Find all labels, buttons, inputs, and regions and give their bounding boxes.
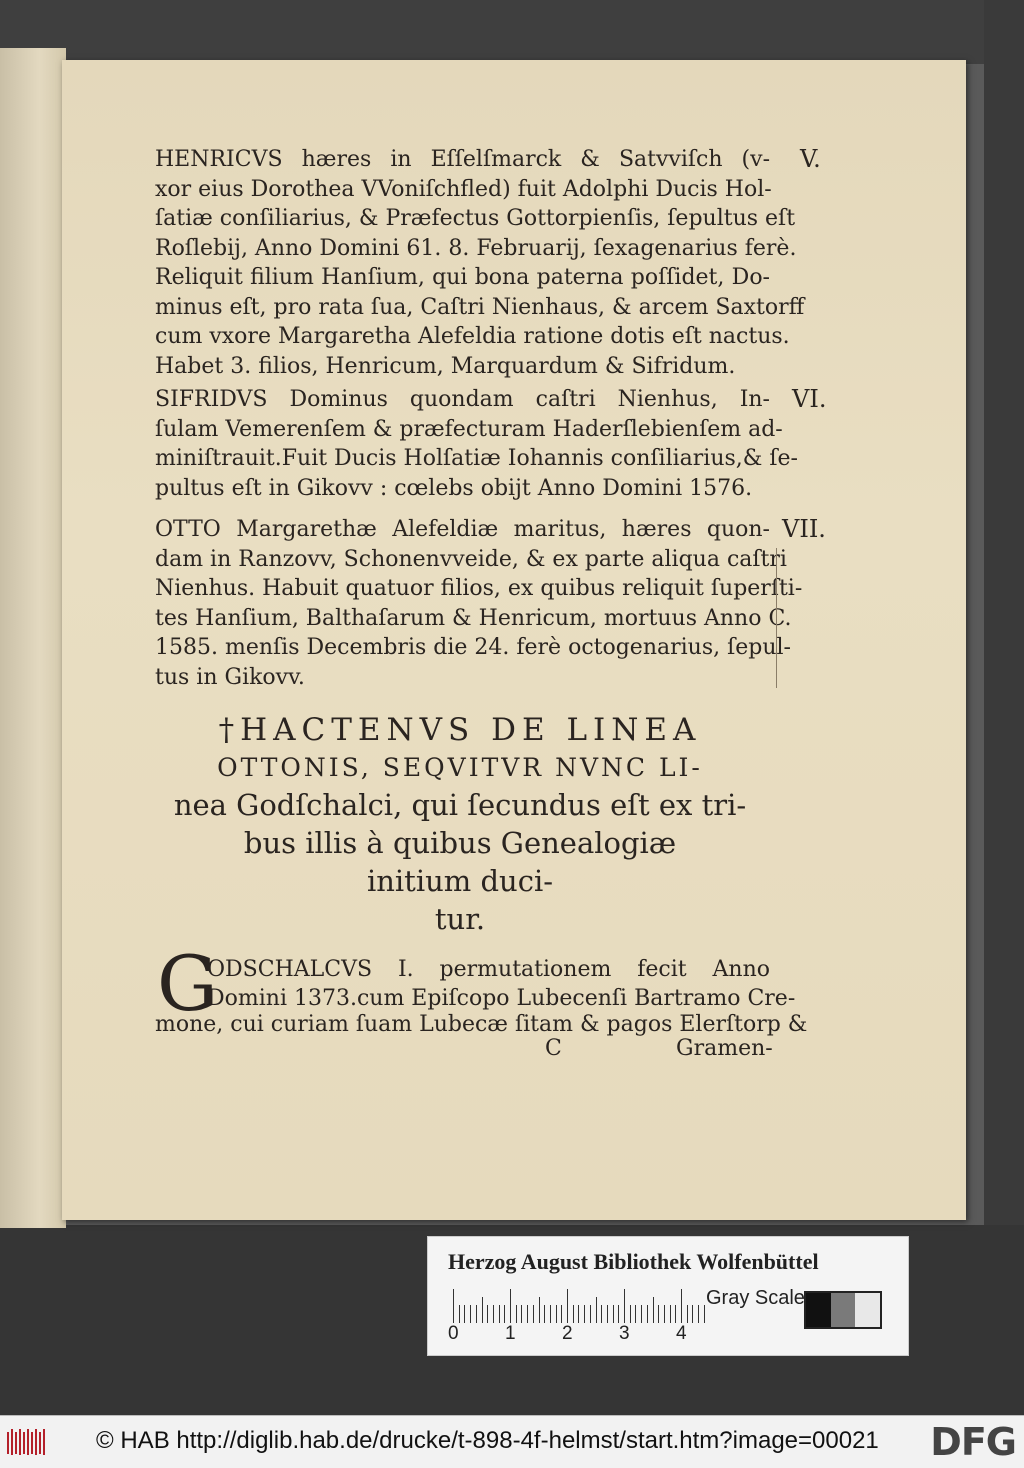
text-line: 1585. menſis Decembris die 24. ferè octogenarius, ſepul- — [155, 635, 791, 660]
drop-cap: G — [157, 939, 218, 1028]
ruler-tick — [539, 1297, 540, 1323]
ruler-tick — [675, 1305, 676, 1323]
paragraph-otto — [155, 515, 803, 692]
heading-line: initium duci- — [366, 864, 554, 898]
text-line: dam in Ranzovv, Schonenvveide, & ex parte aliqua caſtri — [155, 546, 787, 572]
ruler-tick — [704, 1305, 705, 1323]
text-line: SIFRIDVS Dominus quondam caſtri Nienhus, In- — [155, 387, 770, 412]
ruler-tick — [607, 1305, 608, 1323]
text-line: Roſlebij, Anno Domini 61. 8. Februarij, ſexagenarius ferè. — [155, 235, 797, 261]
ruler-tick — [453, 1289, 454, 1323]
text-line: ſatiæ conſiliarius, & Præfectus Gottorpienſis, ſepultus eſt — [155, 206, 796, 231]
ruler-tick — [533, 1305, 534, 1323]
ruler-tick — [630, 1305, 631, 1323]
text-line: HENRICVS hæres in Eſſelſmarck & Satvviſch (v- — [155, 147, 770, 172]
text-line: Habet 3. filios, Henricum, Marquardum & Sifridum. — [155, 353, 736, 379]
ruler-tick — [516, 1305, 517, 1323]
ruler-tick — [692, 1305, 693, 1323]
ruler-tick — [527, 1305, 528, 1323]
ruler-number: 4 — [676, 1323, 687, 1344]
catchword: Gramen- — [676, 1036, 773, 1061]
scan-background-right — [984, 0, 1024, 1240]
ruler-tick — [664, 1305, 665, 1323]
signature-mark: C — [545, 1036, 562, 1061]
margin-number: V. — [800, 145, 821, 173]
hab-logo-icon — [6, 1426, 50, 1458]
ruler-tick — [561, 1305, 562, 1323]
text-line: ODSCHALCVS I. permutationem fecit Anno — [207, 957, 770, 982]
ruler-tick — [464, 1305, 465, 1323]
footer-bar — [0, 1415, 1024, 1468]
ruler-tick — [653, 1297, 654, 1323]
gray-swatch-cell — [831, 1293, 856, 1327]
ruler-tick — [596, 1297, 597, 1323]
ruler-tick — [459, 1305, 460, 1323]
ruler-tick — [482, 1297, 483, 1323]
ruler-tick — [613, 1305, 614, 1323]
previous-page-edge — [0, 48, 66, 1228]
text-line: xor eius Dorothea VVoniſchfled) fuit Adolphi Ducis Hol- — [155, 176, 772, 202]
text-line: ſulam Vemerenſem & præfecturam Haderſlebienſem ad- — [155, 416, 783, 442]
heading-line: tur. — [434, 902, 486, 936]
ruler-tick — [698, 1305, 699, 1323]
text-line: mone, cui curiam ſuam Lubecæ ſitam & pagos Elerſtorp & — [155, 1012, 808, 1037]
ruler-tick — [510, 1289, 511, 1323]
library-color-label — [427, 1236, 909, 1356]
ruler-tick — [658, 1305, 659, 1323]
section-heading — [140, 710, 780, 938]
ruler-tick — [584, 1305, 585, 1323]
ruler-tick — [476, 1305, 477, 1323]
scale-ruler — [453, 1287, 703, 1323]
ruler-tick — [550, 1305, 551, 1323]
ruler-tick — [578, 1305, 579, 1323]
paragraph-henricus — [155, 145, 805, 381]
margin-bracket — [776, 548, 795, 688]
text-line: pultus eſt in Gikovv : cœlebs obijt Anno Domini 1576. — [155, 475, 753, 501]
ruler-tick — [499, 1305, 500, 1323]
ruler-tick — [647, 1305, 648, 1323]
gray-swatch-cell — [855, 1293, 880, 1327]
text-line: miniſtrauit.Fuit Ducis Holſatiæ Iohannis conſiliarius,& ſe- — [155, 446, 798, 471]
ruler-tick — [573, 1305, 574, 1323]
heading-line: OTTONIS, SEQVITVR NVNC LI- — [217, 753, 703, 782]
heading-line: bus illis à quibus Genealogiæ — [243, 826, 677, 860]
heading-line: †HACTENVS DE LINEA — [218, 712, 702, 748]
library-name: Herzog August Bibliothek Wolfenbüttel — [448, 1249, 819, 1274]
text-line: OTTO Margarethæ Alefeldiæ maritus, hæres quon- — [155, 517, 770, 542]
ruler-number: 2 — [562, 1323, 573, 1344]
paragraph-godschalcus — [207, 955, 770, 985]
ruler-tick — [624, 1289, 625, 1323]
heading-line: nea Godſchalci, qui ſecundus eſt ex tri- — [173, 788, 747, 822]
ruler-tick — [601, 1305, 602, 1323]
ruler-tick — [544, 1305, 545, 1323]
ruler-tick — [590, 1305, 591, 1323]
ruler-tick — [641, 1305, 642, 1323]
text-line: tes Hanſium, Balthaſarum & Henricum, mortuus Anno C. — [155, 605, 792, 631]
text-line: Domini 1373.cum Epiſcopo Lubecenſi Bartramo Cre- — [207, 986, 796, 1011]
text-line: Nienhus. Habuit quatuor filios, ex quibus reliquit ſuperſti- — [155, 576, 803, 601]
text-line: cum vxore Margaretha Alefeldia ratione dotis eſt nactus. — [155, 324, 790, 349]
ruler-tick — [504, 1305, 505, 1323]
text-line: Reliquit filium Hanſium, qui bona paterna poſſidet, Do- — [155, 265, 770, 290]
dfg-logo: DFG — [930, 1420, 1016, 1464]
gray-scale-label: Gray Scale — [706, 1287, 805, 1309]
ruler-tick — [635, 1305, 636, 1323]
text-line: tus in Gikovv. — [155, 664, 305, 690]
gray-swatch-cell — [806, 1293, 831, 1327]
scan-background-top — [0, 0, 1024, 64]
margin-number: VII. — [782, 515, 826, 543]
ruler-tick — [556, 1305, 557, 1323]
text-line: minus eſt, pro rata ſua, Caſtri Nienhaus, & arcem Saxtorff — [155, 294, 805, 320]
ruler-number: 3 — [619, 1323, 630, 1344]
ruler-tick — [687, 1305, 688, 1323]
paragraph-sifridus — [155, 385, 798, 503]
margin-number: VI. — [792, 385, 827, 413]
ruler-tick — [470, 1305, 471, 1323]
ruler-number: 1 — [505, 1323, 516, 1344]
ruler-tick — [670, 1305, 671, 1323]
ruler-tick — [521, 1305, 522, 1323]
ruler-tick — [681, 1289, 682, 1323]
gray-scale-swatch — [804, 1291, 882, 1329]
ruler-tick — [493, 1305, 494, 1323]
ruler-tick — [567, 1289, 568, 1323]
copyright-url[interactable]: © HAB http://diglib.hab.de/drucke/t-898-4f-helmst/start.htm?image=00021 — [96, 1427, 879, 1454]
ruler-tick — [487, 1305, 488, 1323]
ruler-number: 0 — [448, 1323, 459, 1344]
ruler-tick — [618, 1305, 619, 1323]
